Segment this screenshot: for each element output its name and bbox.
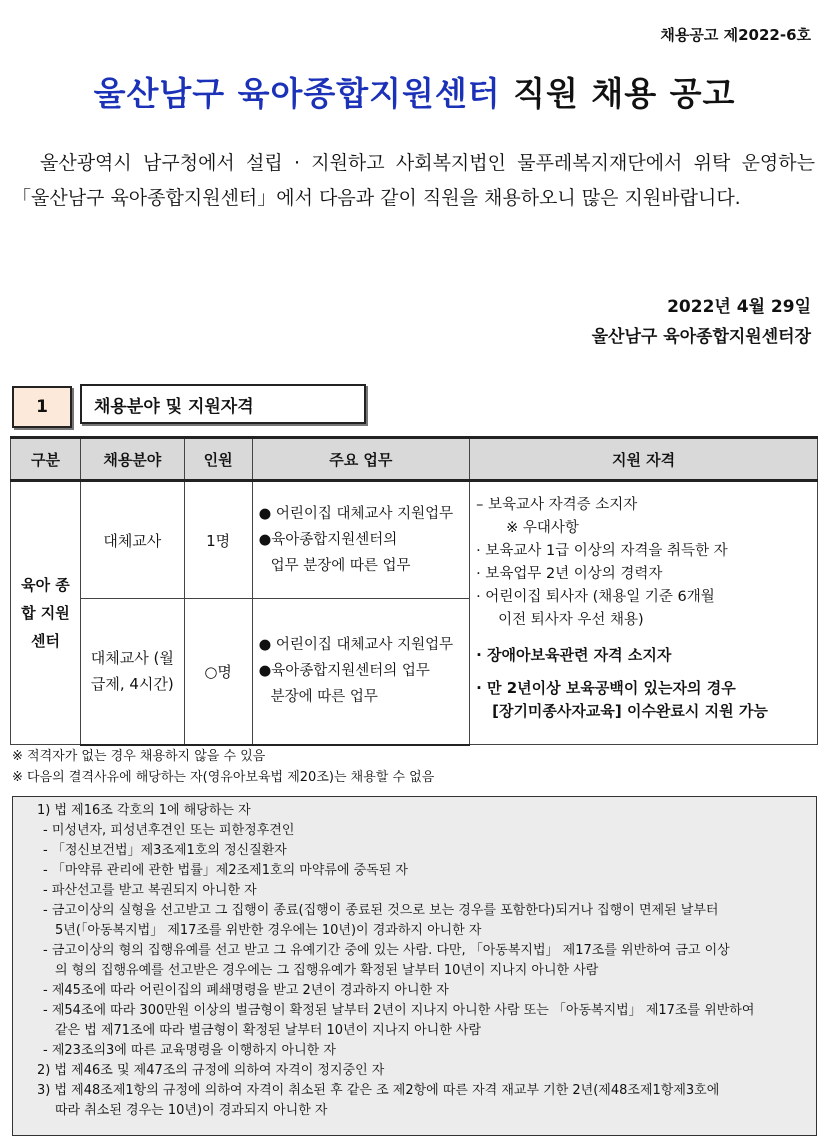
- disq-line: - 미성년자, 피성년후견인 또는 피한정후견인: [43, 823, 295, 838]
- disq-line: - 금고이상의 실형을 선고받고 그 집행이 종료(집행이 종료된 것으로 보는 경우를 포함한다)되거나 집행이 면제된 날부터: [43, 903, 719, 918]
- page-title: [0, 68, 829, 115]
- title-suffix: 직원 채용 공고: [500, 74, 736, 113]
- header-field: 채용분야: [80, 438, 184, 481]
- table-row: [11, 481, 818, 599]
- disq-line: 따라 취소된 경우는 10년)이 경과되지 아니한 자: [55, 1103, 328, 1118]
- qual-line: · 보육업무 2년 이상의 경력자: [476, 566, 663, 582]
- disq-line: - 「마약류 관리에 관한 법률」제2조제1호의 마약류에 중독된 자: [43, 863, 408, 878]
- qual-line: [장기미종사자교육] 이수완료시 지원 가능: [492, 702, 768, 720]
- qualifications-cell: [470, 481, 818, 745]
- field-cell: 대체교사 (월급제, 4시간): [80, 599, 184, 745]
- duties-cell: [252, 481, 470, 599]
- qual-line: · 장애아보육관련 자격 소지자: [476, 646, 672, 664]
- disq-line: - 제23조의3에 따른 교육명령을 이행하지 아니한 자: [43, 1043, 336, 1058]
- note-line: ※ 다음의 결격사유에 해당하는 자(영유아보육법 제20조)는 채용할 수 없음: [12, 770, 435, 785]
- issuer-name: 울산남구 육아종합지원센터장: [591, 327, 811, 347]
- disq-line: - 제54조에 따라 300만원 이상의 벌금형이 확정된 날부터 2년이 지나지 아니한 사람 또는 「아동복지법」 제17조를 위반하여: [43, 1003, 755, 1018]
- disq-line: 5년(「아동복지법」 제17조를 위반한 경우에는 10년)이 경과하지 아니한 자: [55, 923, 482, 938]
- notice-number: 채용공고 제2022-6호: [660, 26, 811, 44]
- date-block: [592, 292, 811, 352]
- disq-line: - 파산선고를 받고 복권되지 아니한 자: [43, 883, 257, 898]
- qual-line: – 보육교사 자격증 소지자: [476, 497, 638, 513]
- duty-line: ●육아종합지원센터의 업무: [258, 663, 430, 680]
- intro-text: 울산광역시 남구청에서 설립 · 지원하고 사회복지법인 물푸레복지재단에서 위탁 운영하는 「울산남구 육아종합지원센터」에서 다음과 같이 직원을 채용하오니 많은 지원바랍니다.: [12, 152, 815, 209]
- disq-line: - 제45조에 따라 어린이집의 폐쇄명령을 받고 2년이 경과하지 아니한 자: [43, 983, 449, 998]
- header-qualifications: 지원 자격: [470, 438, 818, 481]
- disqualification-box: [12, 796, 817, 1136]
- duty-line: 업무 분장에 따른 업무: [270, 558, 411, 574]
- intro-paragraph: [12, 146, 815, 216]
- qual-line: ※ 우대사항: [506, 520, 579, 536]
- count-cell: ○명: [184, 599, 252, 745]
- qual-line: · 보육교사 1급 이상의 자격을 취득한 자: [476, 543, 728, 559]
- notes: [12, 746, 434, 788]
- disq-line: - 금고이상의 형의 집행유예를 선고 받고 그 유예기간 중에 있는 사람. 다만, 「아동복지법」 제17조를 위반하여 금고 이상: [43, 943, 730, 958]
- recruitment-table: [10, 436, 818, 746]
- disq-line: 의 형의 집행유예를 선고받은 경우에는 그 집행유예가 확정된 날부터 10년이 지나지 아니한 사람: [55, 963, 599, 978]
- disq-line: - 「정신보건법」제3조제1호의 정신질환자: [43, 843, 287, 858]
- disq-line: 3) 법 제48조제1항의 규정에 의하여 자격이 취소된 후 같은 조 제2항에 따른 자격 재교부 기한 2년(제48조제1항제3호에: [37, 1083, 720, 1098]
- header-division: 구분: [11, 438, 81, 481]
- disq-line: 1) 법 제16조 각호의 1에 해당하는 자: [37, 803, 251, 818]
- qual-line: · 만 2년이상 보육공백이 있는자의 경우: [476, 679, 736, 697]
- duties-cell: [252, 599, 470, 745]
- disq-line: 같은 법 제71조에 따라 벌금형이 확정된 날부터 10년이 지나지 아니한 사람: [55, 1023, 482, 1038]
- field-cell: 대체교사: [80, 481, 184, 599]
- count-cell: 1명: [184, 481, 252, 599]
- qual-line: · 어린이집 퇴사자 (채용일 기준 6개월: [476, 589, 715, 605]
- section-number: 1: [12, 386, 72, 428]
- division-cell: 육아 종합 지원 센터: [11, 481, 81, 745]
- header-count: 인원: [184, 438, 252, 481]
- header-duties: 주요 업무: [252, 438, 470, 481]
- duty-line: ●육아종합지원센터의: [258, 532, 398, 548]
- disq-line: 2) 법 제46조 및 제47조의 규정에 의하여 자격이 정지중인 자: [37, 1063, 385, 1078]
- section-title: 채용분야 및 지원자격: [80, 384, 366, 424]
- issue-date: 2022년 4월 29일: [667, 297, 811, 317]
- duty-line: ● 어린이집 대체교사 지원업무: [258, 506, 454, 522]
- title-center-name: 울산남구 육아종합지원센터: [93, 74, 501, 113]
- qual-line: 이전 퇴사자 우선 채용): [498, 612, 644, 628]
- table-header-row: [11, 438, 818, 481]
- note-line: ※ 적격자가 없는 경우 채용하지 않을 수 있음: [12, 749, 266, 764]
- duty-line: 분장에 따른 업무: [270, 689, 378, 706]
- duty-line: ● 어린이집 대체교사 지원업무: [258, 637, 454, 654]
